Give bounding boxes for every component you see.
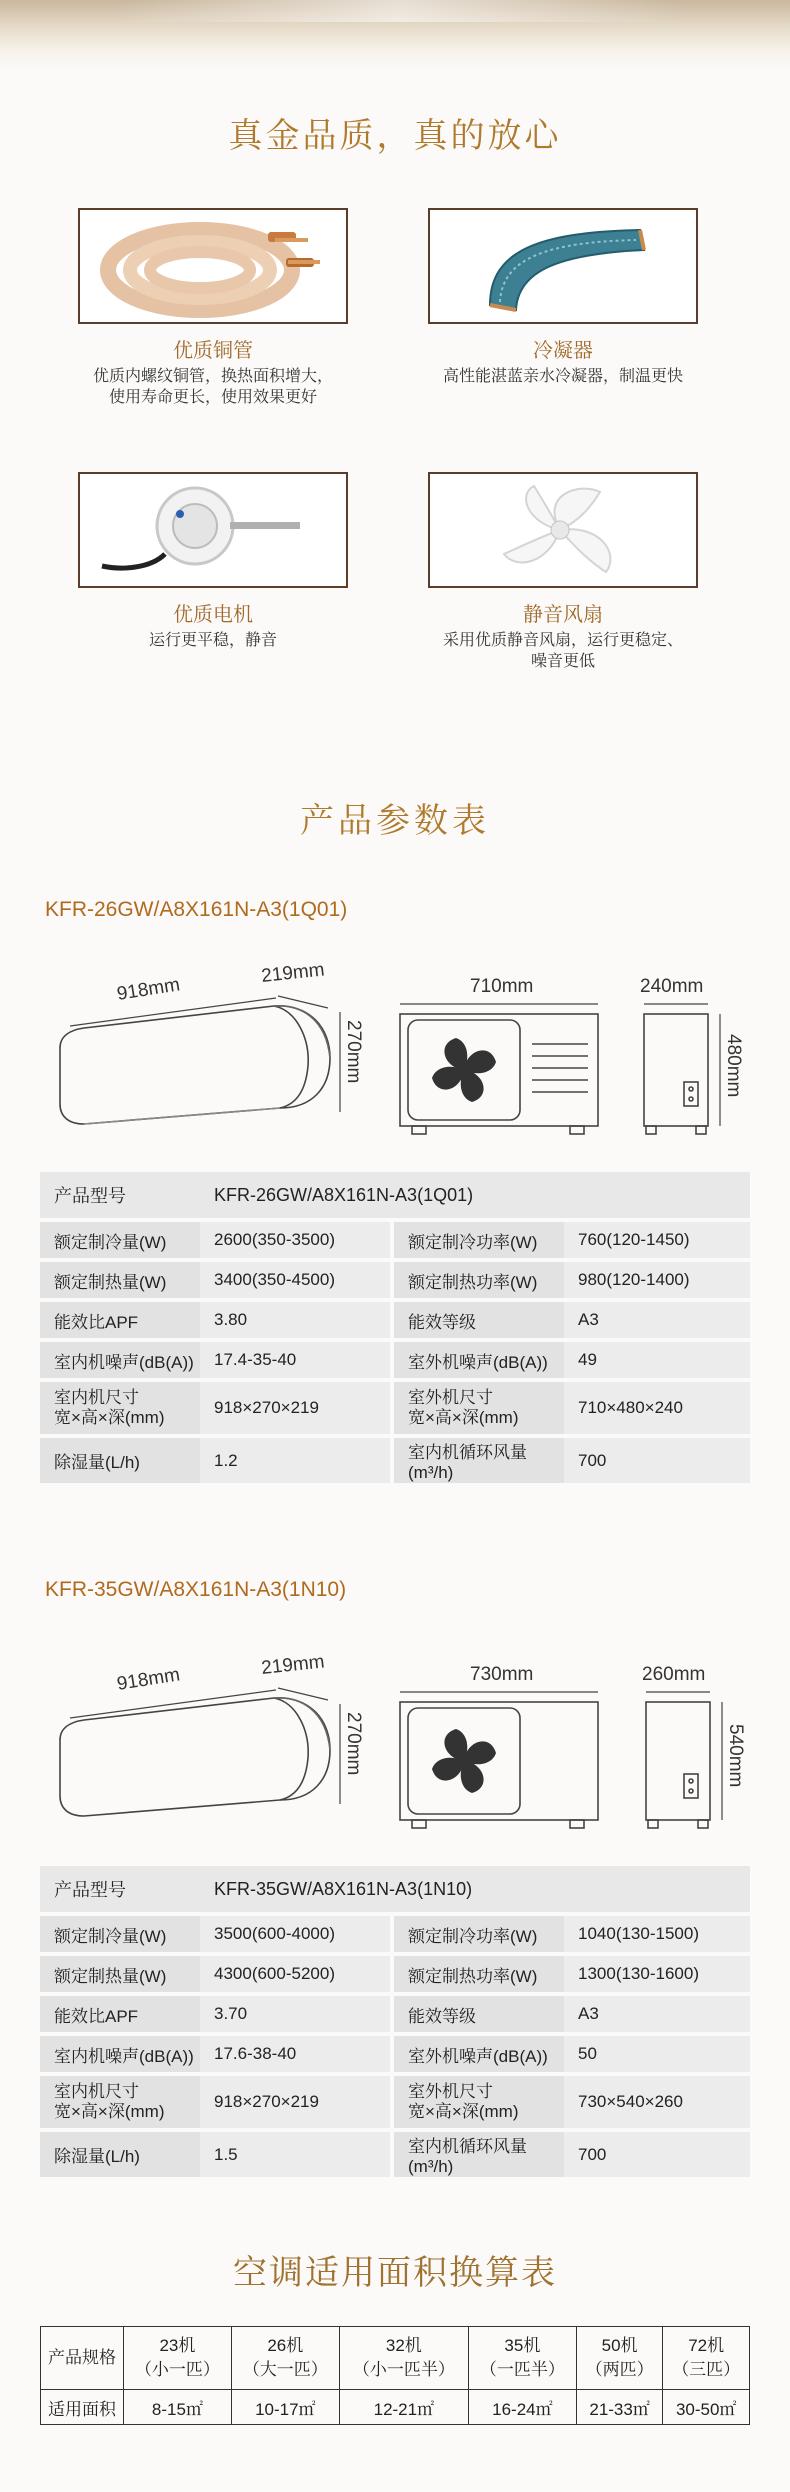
feature-condenser	[390, 208, 736, 386]
outdoor-width-label: 730mm	[470, 1664, 534, 1685]
top-gold-band	[0, 0, 790, 70]
feature-motor	[40, 472, 386, 650]
feature-name: 冷凝器	[533, 338, 593, 362]
outdoor-height-label: 480mm	[723, 1034, 744, 1098]
indoor-width-label: 918mm	[115, 974, 182, 1005]
outdoor-depth-label: 260mm	[642, 1664, 706, 1685]
spec-table-1	[40, 1168, 750, 1487]
table-row	[40, 1866, 750, 1912]
feature-desc: 运行更平稳，静音	[148, 630, 277, 649]
dimension-diagram-2	[40, 1628, 760, 1858]
header-value: KFR-35GW/A8X161N-A3(1N10)	[200, 1866, 750, 1912]
outdoor-unit-front-drawing	[400, 1702, 598, 1828]
table-row: 室内机尺寸 宽×高×深(mm) 918×270×219 室外机尺寸 宽×高×深(mm) 730×540×260	[40, 2076, 750, 2128]
params-title: 产品参数表	[300, 801, 490, 841]
feature-copper-pipe	[40, 208, 386, 407]
spec-table-2	[40, 1862, 750, 2181]
outdoor-unit-side-drawing	[646, 1702, 710, 1828]
fan-blade-icon	[430, 474, 696, 586]
outdoor-unit-side-drawing	[644, 1014, 708, 1134]
copper-pipe-image	[78, 208, 348, 324]
outdoor-width-label: 710mm	[470, 976, 534, 997]
indoor-width-label: 918mm	[115, 1664, 182, 1695]
feature-name: 静音风扇	[523, 602, 603, 626]
header-label: 产品型号	[40, 1172, 200, 1218]
table-row: 室内机噪声(dB(A)) 17.4-35-40 室外机噪声(dB(A)) 49	[40, 1342, 750, 1378]
header-label: 产品型号	[40, 1866, 200, 1912]
dimension-diagram-1	[40, 948, 760, 1178]
outdoor-fan-icon	[432, 1038, 496, 1102]
condenser-image	[428, 208, 698, 324]
motor-image	[78, 472, 348, 588]
table-row: 额定制冷量(W) 3500(600-4000) 额定制冷功率(W) 1040(130-1500)	[40, 1916, 750, 1952]
table-row	[40, 1172, 750, 1218]
feature-desc: 采用优质静音风扇，运行更稳定、 噪音更低	[442, 630, 683, 670]
feature-desc: 高性能湛蓝亲水冷凝器，制温更快	[442, 366, 683, 385]
features-title: 真金品质，真的放心	[228, 116, 562, 156]
table-row: 产品规格 23机 （小一匹） 26机 （大一匹） 32机 （小一匹半） 35机 （一匹半） 50机 （两匹） 72机 （三匹）	[41, 2327, 750, 2390]
table-row: 能效比APF 3.80 能效等级 A3	[40, 1302, 750, 1338]
table-row: 能效比APF 3.70 能效等级 A3	[40, 1996, 750, 2032]
table-row: 除湿量(L/h) 1.2 室内机循环风量(m³/h) 700	[40, 1438, 750, 1483]
indoor-height-label: 270mm	[343, 1712, 364, 1776]
table-row: 额定制热量(W) 3400(350-4500) 额定制热功率(W) 980(120-1400)	[40, 1262, 750, 1298]
feature-name: 优质电机	[173, 602, 253, 626]
outdoor-depth-label: 240mm	[640, 976, 704, 997]
table-row: 适用面积 8-15㎡ 10-17㎡ 12-21㎡ 16-24㎡ 21-33㎡ 30-50㎡	[41, 2390, 750, 2425]
table-row: 额定制热量(W) 4300(600-5200) 额定制热功率(W) 1300(130-1600)	[40, 1956, 750, 1992]
motor-icon	[80, 474, 346, 586]
header-value: KFR-26GW/A8X161N-A3(1Q01)	[200, 1172, 750, 1218]
copper-pipe-coil-icon	[80, 210, 346, 322]
table-row: 除湿量(L/h) 1.5 室内机循环风量(m³/h) 700	[40, 2132, 750, 2177]
indoor-depth-label: 219mm	[260, 959, 326, 987]
area-title: 空调适用面积换算表	[233, 2253, 557, 2293]
feature-fan	[390, 472, 736, 671]
outdoor-unit-front-drawing	[400, 1014, 598, 1134]
indoor-unit-drawing	[60, 1698, 330, 1816]
fan-image	[428, 472, 698, 588]
outdoor-height-label: 540mm	[725, 1724, 746, 1788]
feature-name: 优质铜管	[173, 338, 253, 362]
model-name-1: KFR-26GW/A8X161N-A3(1Q01)	[45, 898, 348, 921]
indoor-height-label: 270mm	[343, 1020, 364, 1084]
condenser-icon	[430, 210, 696, 322]
area-conversion-table	[40, 2326, 750, 2425]
indoor-depth-label: 219mm	[260, 1651, 326, 1679]
outdoor-fan-icon	[432, 1729, 496, 1793]
model-name-2: KFR-35GW/A8X161N-A3(1N10)	[45, 1578, 347, 1601]
table-row: 室内机噪声(dB(A)) 17.6-38-40 室外机噪声(dB(A)) 50	[40, 2036, 750, 2072]
feature-desc: 优质内螺纹铜管，换热面积增大， 使用寿命更长，使用效果更好	[92, 366, 333, 406]
table-row: 额定制冷量(W) 2600(350-3500) 额定制冷功率(W) 760(120-1450)	[40, 1222, 750, 1258]
table-row: 室内机尺寸 宽×高×深(mm) 918×270×219 室外机尺寸 宽×高×深(mm) 710×480×240	[40, 1382, 750, 1434]
indoor-unit-drawing	[60, 1006, 330, 1124]
